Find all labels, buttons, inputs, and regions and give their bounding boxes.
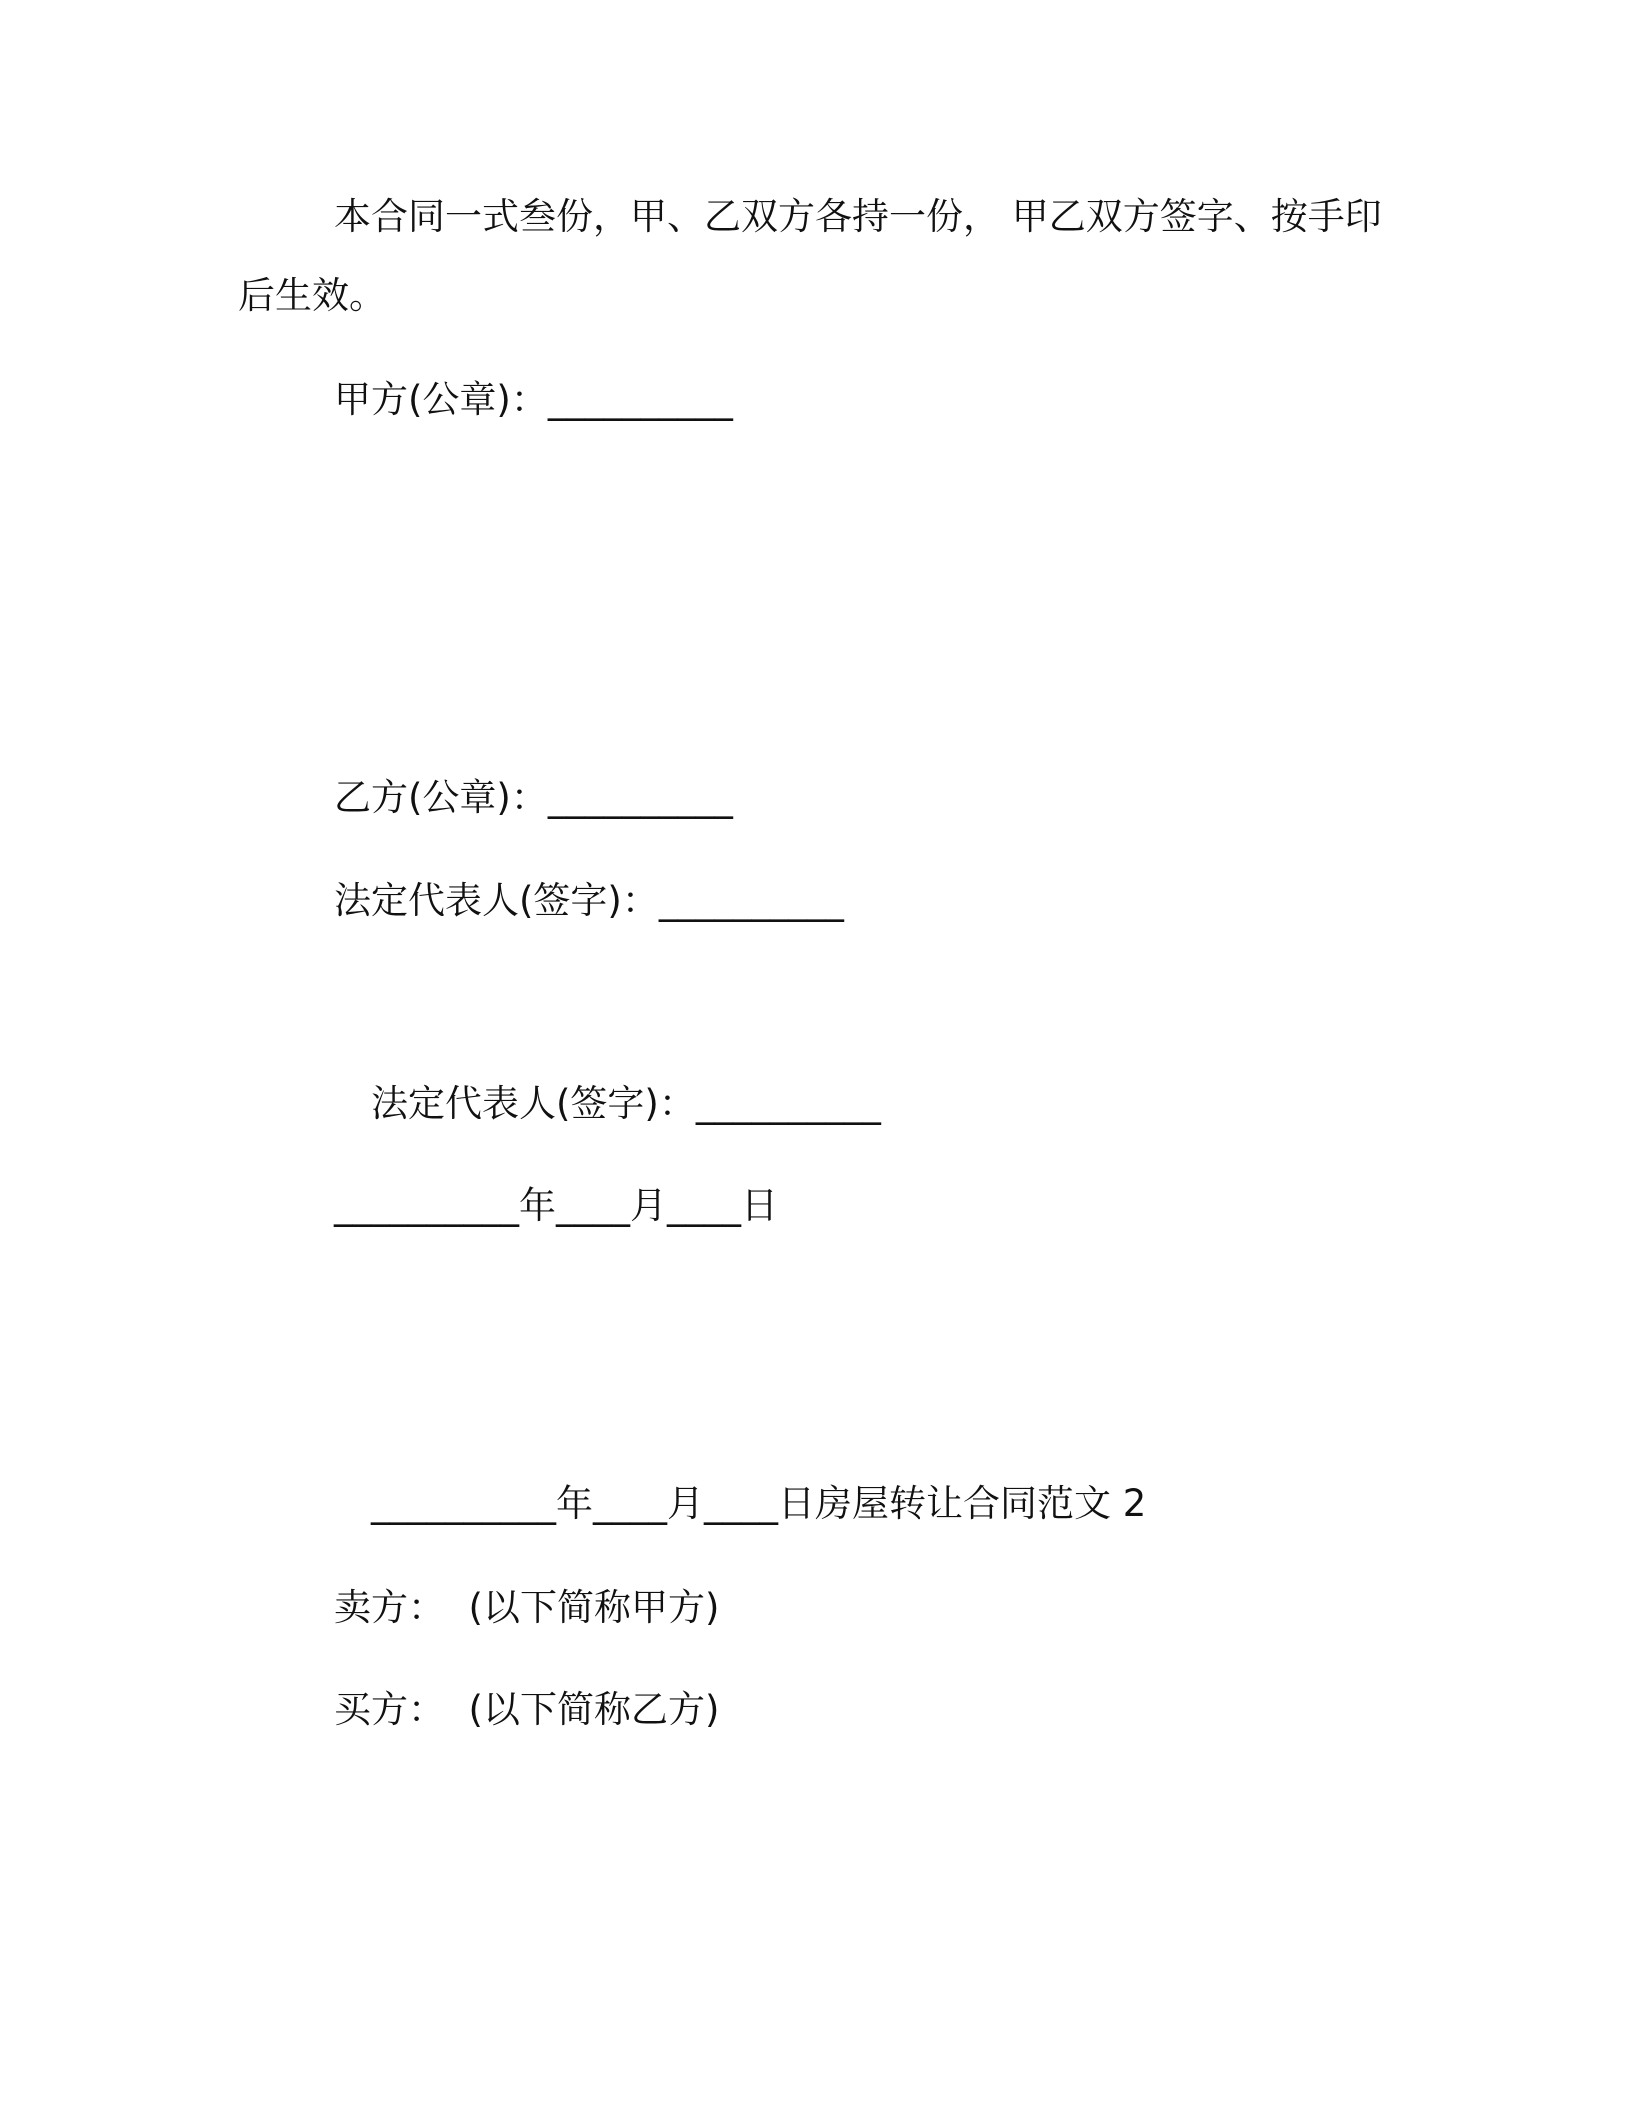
closing-paragraph-line-2: 后生效。 xyxy=(238,274,386,317)
closing-paragraph-line-1: 本合同一式叁份，甲、乙双方各持一份， 甲乙双方签字、按手印 xyxy=(334,195,1382,238)
legal-representative-signature-line-1: 法定代表人(签字)：__________ xyxy=(334,879,844,922)
signing-date-line: __________年____月____日 xyxy=(334,1184,778,1227)
contract-sample-2-title: __________年____月____日房屋转让合同范文 2 xyxy=(371,1482,1147,1525)
party-b-seal-line: 乙方(公章)：__________ xyxy=(334,776,733,819)
party-a-seal-line: 甲方(公章)：__________ xyxy=(334,378,733,421)
legal-representative-signature-line-2: 法定代表人(签字)：__________ xyxy=(371,1082,881,1125)
buyer-line: 买方： (以下简称乙方) xyxy=(334,1688,720,1731)
seller-line: 卖方： (以下简称甲方) xyxy=(334,1586,720,1629)
